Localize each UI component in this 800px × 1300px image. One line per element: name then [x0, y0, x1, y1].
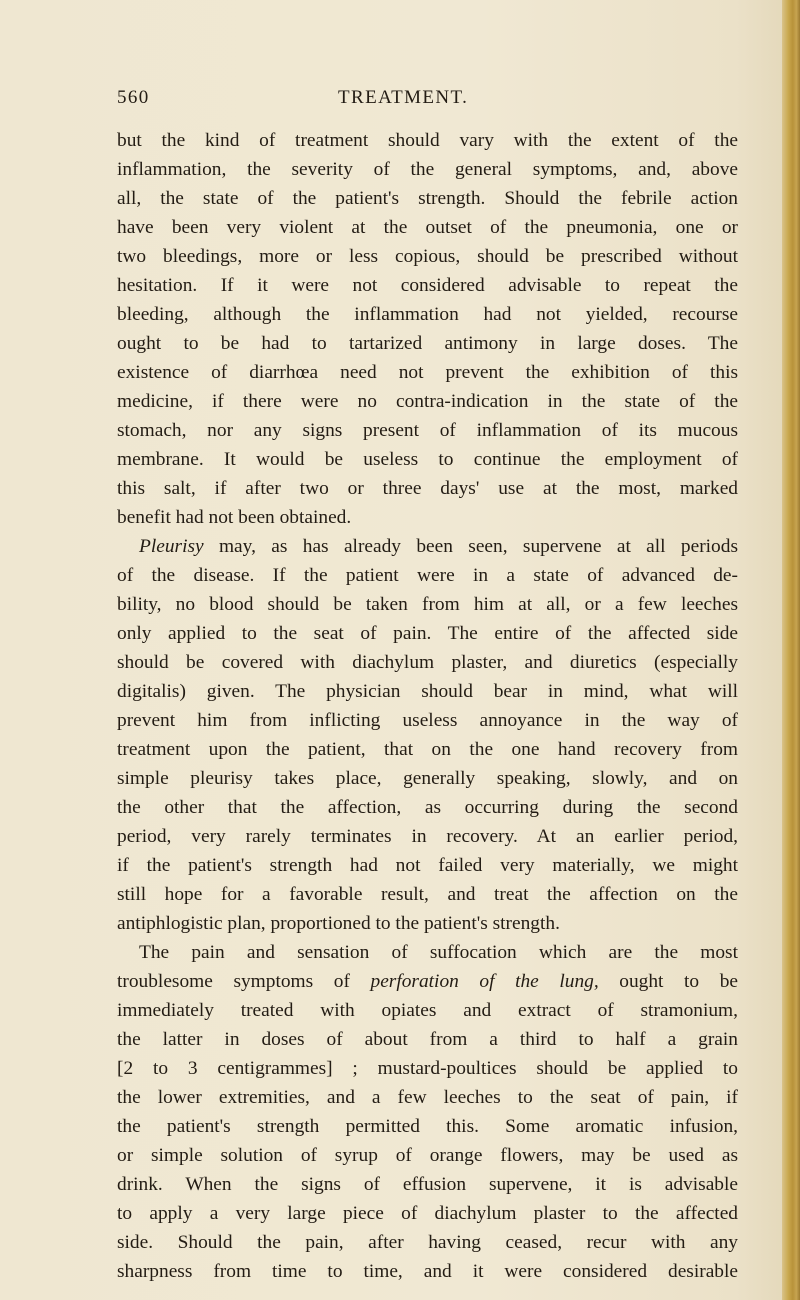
page-number: 560 [117, 87, 150, 108]
text-line [117, 329, 738, 358]
text-line [117, 1141, 738, 1170]
text-segment: treatment upon the patient, that on the one hand recovery from [117, 739, 738, 760]
text-segment: may, as has already been seen, supervene at all periods [203, 536, 738, 557]
text-segment: bility, no blood should be taken from him at all, or a few leeches [117, 594, 738, 615]
text-line [117, 880, 738, 909]
text-segment: the latter in doses of about from a third to half a grain [117, 1029, 738, 1050]
text-segment: membrane. It would be useless to continue the employment of [117, 449, 738, 470]
text-line [117, 764, 738, 793]
text-line [117, 1199, 738, 1228]
text-segment: simple pleurisy takes place, generally speaking, slowly, and on [117, 768, 738, 789]
text-segment: hesitation. If it were not considered advisable to repeat the [117, 275, 738, 296]
text-line [117, 126, 738, 155]
italic-term: Pleurisy [139, 536, 204, 557]
text-line [117, 967, 738, 996]
text-line [117, 213, 738, 242]
running-header [0, 87, 800, 115]
text-segment: troublesome symptoms of [117, 971, 371, 992]
text-line [117, 1170, 738, 1199]
text-line [117, 1054, 738, 1083]
text-segment: digitalis) given. The physician should bear in mind, what will [117, 681, 738, 702]
text-segment: period, very rarely terminates in recovery. At an earlier period, [117, 826, 738, 847]
text-line [117, 590, 738, 619]
text-line [117, 619, 738, 648]
text-line [117, 387, 738, 416]
text-segment: this salt, if after two or three days' use at the most, marked [117, 478, 738, 499]
text-line [117, 1257, 738, 1286]
text-segment: sharpness from time to time, and it were considered desirable [117, 1261, 738, 1282]
text-line [117, 1083, 738, 1112]
text-line [117, 793, 738, 822]
italic-term: perforation of the lung, [370, 971, 599, 992]
text-segment: antiphlogistic plan, proportioned to the patient's strength. [117, 913, 560, 934]
text-line [117, 358, 738, 387]
text-line [117, 677, 738, 706]
text-segment: or simple solution of syrup of orange flowers, may be used as [117, 1145, 738, 1166]
text-line [117, 184, 738, 213]
text-segment: two bleedings, more or less copious, should be prescribed without [117, 246, 738, 267]
text-segment: still hope for a favorable result, and treat the affection on the [117, 884, 738, 905]
text-line [117, 1025, 738, 1054]
text-line [117, 155, 738, 184]
text-segment: the other that the affection, as occurring during the second [117, 797, 738, 818]
text-segment: the patient's strength permitted this. Some aromatic infusion, [117, 1116, 738, 1137]
text-segment: The pain and sensation of suffocation which are the most [139, 942, 738, 963]
text-segment: to apply a very large piece of diachylum plaster to the affected [117, 1203, 738, 1224]
text-segment: existence of diarrhœa need not prevent the exhibition of this [117, 362, 738, 383]
text-line [117, 416, 738, 445]
text-line [117, 445, 738, 474]
text-line [117, 735, 738, 764]
text-line [117, 648, 738, 677]
text-segment: immediately treated with opiates and extract of stramonium, [117, 1000, 738, 1021]
text-segment: all, the state of the patient's strength. Should the febrile action [117, 188, 738, 209]
text-line [117, 851, 738, 880]
text-segment: the lower extremities, and a few leeches to the seat of pain, if [117, 1087, 738, 1108]
text-segment: drink. When the signs of effusion supervene, it is advisable [117, 1174, 738, 1195]
text-segment: side. Should the pain, after having ceased, recur with any [117, 1232, 738, 1253]
text-line [117, 909, 738, 938]
text-segment: have been very violent at the outset of the pneumonia, one or [117, 217, 738, 238]
text-segment: inflammation, the severity of the general symptoms, and, above [117, 159, 738, 180]
body-text [117, 126, 738, 1286]
text-segment: should be covered with diachylum plaster, and diuretics (especially [117, 652, 738, 673]
text-line [117, 1228, 738, 1257]
text-segment: benefit had not been obtained. [117, 507, 352, 528]
text-line [117, 706, 738, 735]
text-segment: only applied to the seat of pain. The entire of the affected side [117, 623, 738, 644]
text-line [117, 271, 738, 300]
text-line [117, 822, 738, 851]
text-line [117, 996, 738, 1025]
text-line [117, 300, 738, 329]
text-line [117, 938, 738, 967]
text-segment: bleeding, although the inflammation had not yielded, recourse [117, 304, 738, 325]
text-line [117, 474, 738, 503]
text-segment: ought to be [598, 971, 738, 992]
text-line [117, 561, 738, 590]
text-segment: [2 to 3 centigrammes] ; mustard-poultices should be applied to [117, 1058, 738, 1079]
text-segment: if the patient's strength had not failed very materially, we might [117, 855, 738, 876]
text-segment: ought to be had to tartarized antimony in large doses. The [117, 333, 738, 354]
text-segment: stomach, nor any signs present of inflammation of its mucous [117, 420, 738, 441]
running-title: TREATMENT. [338, 87, 469, 108]
text-line [117, 242, 738, 271]
text-line [117, 1112, 738, 1141]
page-edge [782, 0, 800, 1300]
text-segment: prevent him from inflicting useless annoyance in the way of [117, 710, 738, 731]
text-segment: of the disease. If the patient were in a state of advanced de- [117, 565, 738, 586]
text-line [117, 532, 738, 561]
text-segment: medicine, if there were no contra-indication in the state of the [117, 391, 738, 412]
text-segment: but the kind of treatment should vary with the extent of the [117, 130, 738, 151]
text-line [117, 503, 738, 532]
